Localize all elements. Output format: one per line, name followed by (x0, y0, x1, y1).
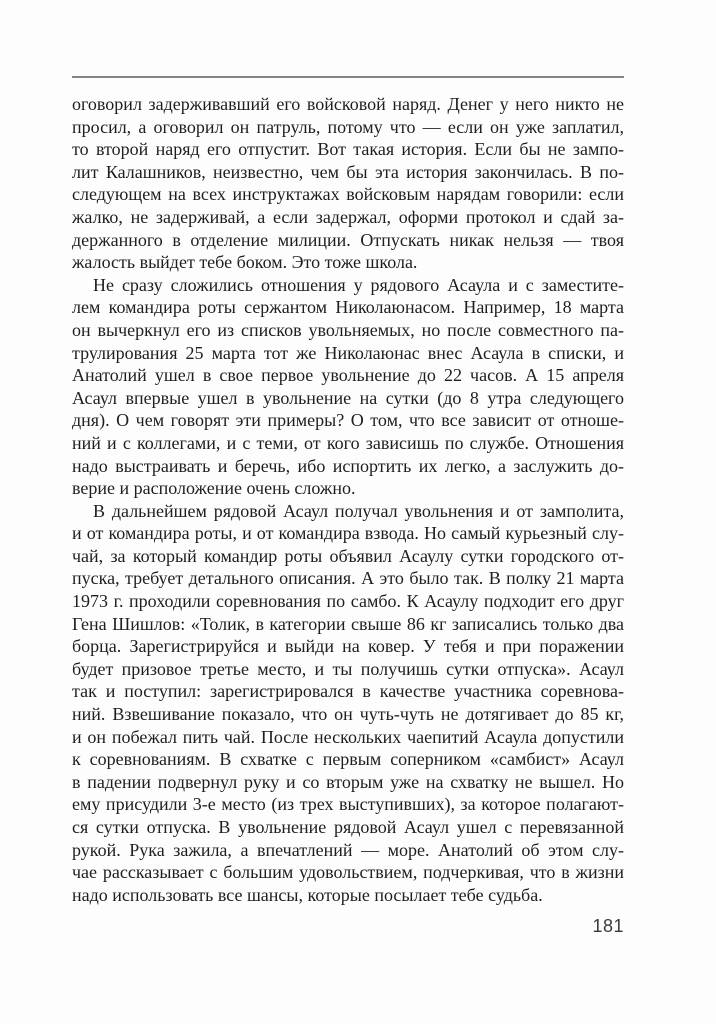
text-line: лем командира роты сержантом Николаюнасом. Например, 18 марта (72, 297, 624, 318)
text-line: держанного в отделение милиции. Отпускать никак нельзя — твоя (72, 229, 624, 250)
text-line: будет призовое третье место, и ты получишь сутки отпуска». Асаул (72, 658, 624, 679)
text-line: ся сутки отпуска. В увольнение рядовой Асаул ушел с перевязанной (72, 817, 624, 837)
text-line: и он побежал пить чай. После нескольких чаепитий Асаула допустили (72, 726, 624, 747)
page-number: 181 (592, 916, 624, 936)
text-line: Асаул впервые ушел в увольнение на сутки (до 8 утра следующего (72, 387, 624, 408)
header-rule (72, 76, 624, 78)
text-line: чай, за который командир роты объявил Асаулу сутки городского от- (72, 545, 624, 566)
text-line: трулирования 25 марта тот же Николаюнас внес Асаула в списки, и (72, 342, 624, 363)
paragraph (72, 274, 624, 500)
text-line: то второй наряд его отпустит. Вот такая история. Если бы не зампо- (72, 139, 624, 160)
text-line: Гена Шишлов: «Толик, в категории свыше 86 кг записались только два (72, 613, 624, 634)
text-line: Не сразу сложились отношения у рядового Асаула и с заместите- (93, 274, 624, 295)
text-line: оговорил задерживавший его войсковой наряд. Денег у него никто не (72, 94, 624, 114)
text-line: рукой. Рука зажила, а впечатлений — море. Анатолий об этом слу- (72, 839, 624, 860)
text-line: жалость выйдет тебе боком. Это тоже школа. (72, 252, 418, 273)
text-line: так и поступил: зарегистрировался в качестве участника соревнова- (72, 681, 624, 702)
text-line: к соревнованиям. В схватке с первым соперником «самбист» Асаул (72, 749, 624, 770)
text-line: пуска, требует детального описания. А это было так. В полку 21 марта (72, 568, 624, 589)
text-line: В дальнейшем рядовой Асаул получал увольнения и от замполита, (93, 500, 624, 521)
text-line: жалко, не задерживай, а если задержал, оформи протокол и сдай за- (72, 206, 624, 227)
text-line: ний и с коллегами, и с теми, от кого зависишь по службе. Отношения (72, 432, 624, 453)
body-text (72, 93, 624, 906)
text-line: он вычеркнул его из списков увольняемых, но после совместного па- (72, 319, 624, 340)
text-line: в падении подвернул руку и со вторым уже на схватку не вышел. Но (72, 771, 624, 792)
paragraph (72, 500, 624, 907)
text-line: чае рассказывает с большим удовольствием, подчеркивая, что в жизни (72, 862, 624, 883)
text-line: надо использовать все шансы, которые посылает тебе судьба. (72, 884, 543, 905)
text-line: 1973 г. проходили соревнования по самбо. К Асаулу подходит его друг (72, 591, 624, 612)
text-line: лит Калашников, неизвестно, чем бы эта история закончилась. В по- (72, 161, 624, 182)
text-line: надо выстраивать и беречь, ибо испортить их легко, а заслужить до- (72, 455, 624, 476)
text-line: и от командира роты, и от командира взвода. Но самый курьезный слу- (72, 523, 624, 544)
text-line: ему присудили 3-е место (из трех выступивших), за которое полагают- (72, 794, 624, 815)
text-line: ний. Взвешивание показало, что он чуть-чуть не дотягивает до 85 кг, (72, 704, 624, 725)
text-line: Анатолий ушел в свое первое увольнение до 22 часов. А 15 апреля (72, 365, 624, 386)
text-line: следующем на всех инструктажах войсковым нарядам говорили: если (72, 184, 624, 205)
paragraph (72, 93, 624, 274)
text-line: верие и расположение очень сложно. (72, 478, 356, 499)
text-line: просил, а оговорил он патруль, потому что — если он уже заплатил, (72, 116, 624, 137)
text-line: дня). О чем говорят эти примеры? О том, что все зависит от отноше- (72, 410, 624, 431)
text-line: борца. Зарегистрируйся и выйди на ковер. У тебя и при поражении (72, 636, 624, 657)
